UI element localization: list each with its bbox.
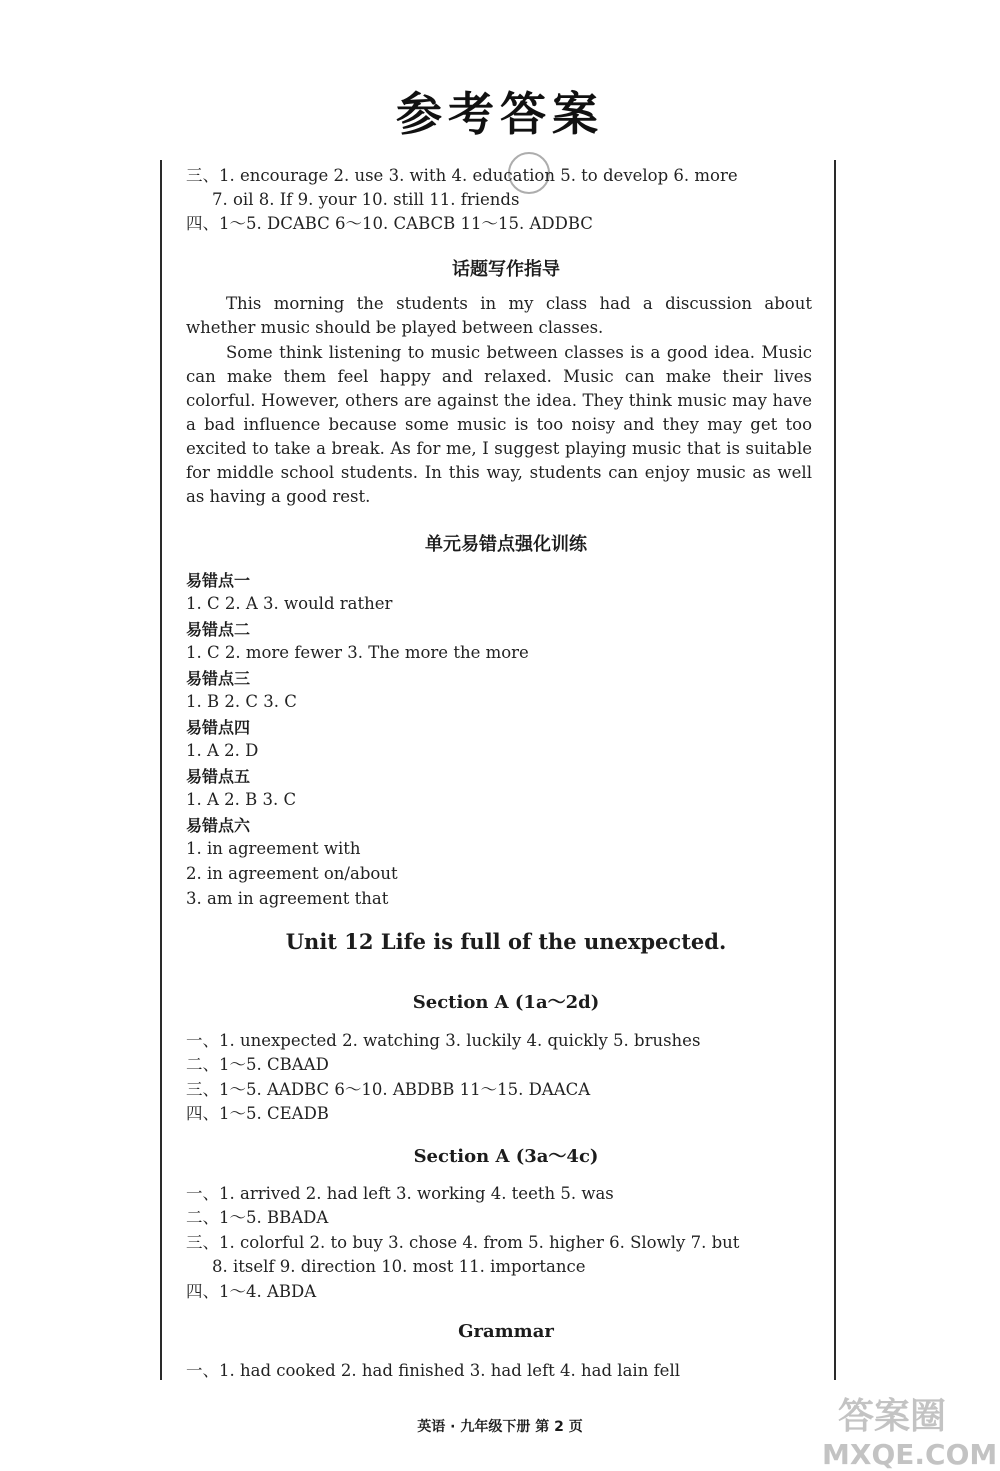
- error-point-label: 易错点六: [186, 816, 251, 835]
- error-point-answer: 1. in agreement with: [186, 839, 361, 858]
- error-point-answer: 1. A 2. D: [186, 741, 259, 760]
- page-title: 参考答案: [396, 87, 604, 141]
- error-point-answer: 1. C 2. more fewer 3. The more the more: [186, 643, 529, 662]
- unit-title: Unit 12 Life is full of the unexpected.: [285, 929, 727, 954]
- answer-line-si: 四、1～5. DCABC 6～10. CABCB 11～15. ADDBC: [186, 214, 593, 233]
- error-point-label: 易错点五: [186, 767, 251, 786]
- section-title: Section A (1a～2d): [412, 992, 600, 1013]
- section-title: Section A (3a～4c): [413, 1146, 599, 1167]
- left-margin-rule: [160, 160, 162, 1380]
- answer-line: 三、1～5. AADBC 6～10. ABDBB 11～15. DAACA: [186, 1080, 591, 1099]
- answer-line: 8. itself 9. direction 10. most 11. importance: [212, 1257, 586, 1276]
- answer-line: 一、1. had cooked 2. had finished 3. had left 4. had lain fell: [186, 1361, 681, 1380]
- answer-line: 四、1～5. CEADB: [186, 1104, 329, 1123]
- answer-line: 二、1～5. CBAAD: [186, 1055, 329, 1074]
- right-margin-rule: [834, 160, 836, 1380]
- answer-line: 一、1. arrived 2. had left 3. working 4. teeth 5. was: [186, 1184, 614, 1203]
- answer-line: 四、1～4. ABDA: [186, 1282, 317, 1301]
- answer-line: 三、1. colorful 2. to buy 3. chose 4. from 5. higher 6. Slowly 7. but: [186, 1233, 740, 1252]
- error-point-answer: 1. C 2. A 3. would rather: [186, 594, 393, 613]
- watermark-logo-text: 答案圈: [838, 1396, 947, 1437]
- error-point-answer: 1. B 2. C 3. C: [186, 692, 297, 711]
- error-point-label: 易错点一: [186, 571, 251, 590]
- error-point-label: 易错点三: [186, 669, 251, 688]
- answer-line-san-cont: 7. oil 8. If 9. your 10. still 11. friends: [212, 190, 520, 209]
- answer-line-san: 三、1. encourage 2. use 3. with 4. education 5. to develop 6. more: [186, 166, 738, 185]
- error-point-label: 易错点四: [186, 718, 251, 737]
- writing-heading: 话题写作指导: [452, 259, 560, 280]
- watermark-logo: [818, 1386, 1000, 1471]
- answer-line: 一、1. unexpected 2. watching 3. luckily 4. quickly 5. brushes: [186, 1031, 701, 1050]
- error-point-label: 易错点二: [186, 620, 251, 639]
- page-footer: 英语 · 九年级下册 第 2 页: [417, 1419, 583, 1435]
- answer-line: 二、1～5. BBADA: [186, 1208, 329, 1227]
- error-point-answer: 3. am in agreement that: [186, 889, 389, 908]
- writing-paragraph-2: Some think listening to music between classes is a good idea. Music can make them feel happy and relaxed. Music can make their lives colorful. However, others are against the idea. They think music may have a bad influence because some music is too noisy and they may get too excited to take a break. As for me, I suggest playing music that is suitable for middle school students. In this way, students can enjoy music as well as having a good rest.: [186, 343, 812, 506]
- error-point-answer: 2. in agreement on/about: [186, 864, 398, 883]
- section-title: Grammar: [458, 1321, 554, 1342]
- watermark-url: MXQE.COM: [822, 1438, 998, 1471]
- writing-paragraph-1: This morning the students in my class had a discussion about whether music should be played between classes.: [186, 294, 812, 337]
- errors-heading: 单元易错点强化训练: [425, 534, 587, 555]
- error-point-answer: 1. A 2. B 3. C: [186, 790, 297, 809]
